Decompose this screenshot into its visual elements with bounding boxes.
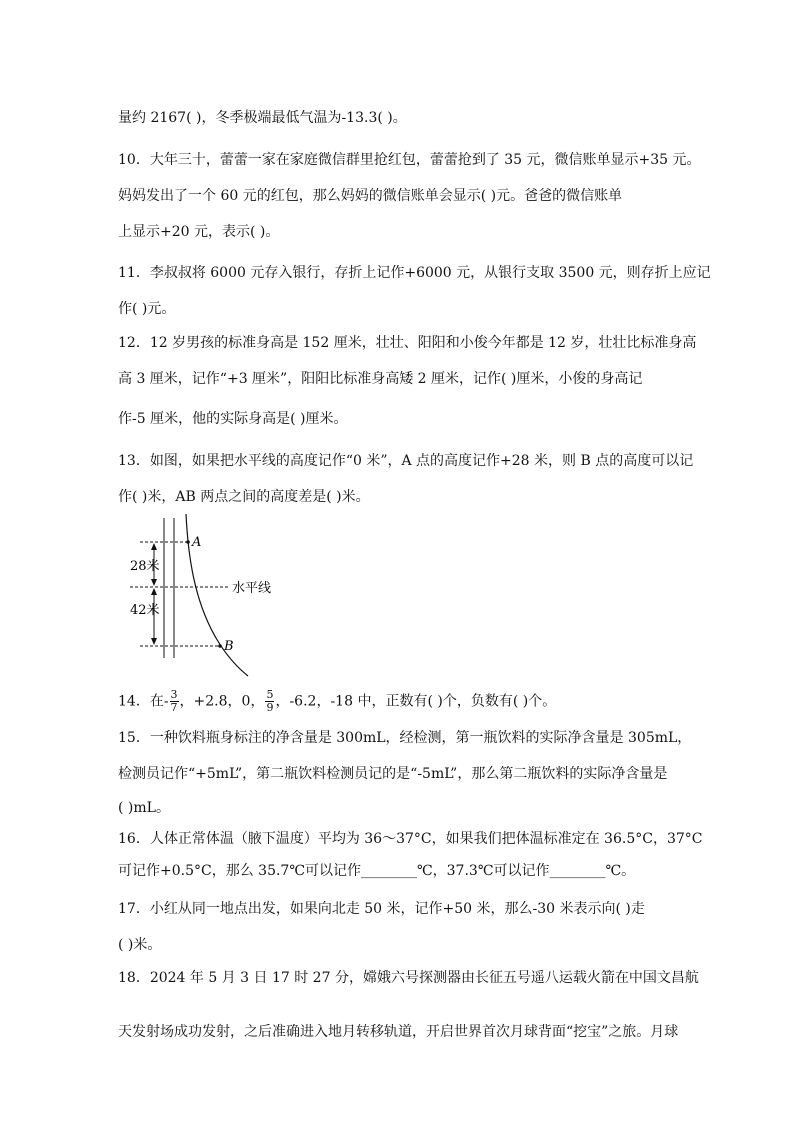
- label-28: 28米: [130, 559, 160, 574]
- text-line: 天发射场成功发射，之后准确进入地月转移轨道，开启世界首次月球背面“挖宝”之旅。月球: [118, 1024, 679, 1040]
- point-a-dot: [186, 540, 190, 544]
- q14-prefix: 14．在-: [118, 693, 169, 710]
- text-line: 作( )米，AB 两点之间的高度差是( )米。: [118, 489, 370, 505]
- fraction-denominator: 7: [170, 701, 178, 714]
- point-b-dot: [218, 644, 222, 648]
- question-12: 12．12 岁男孩的标准身高是 152 厘米，壮壮、阳阳和小俊今年都是 12 岁，壮壮比标准身高: [118, 335, 697, 351]
- q14-middle: ，+2.8，0，: [179, 693, 265, 710]
- question-18: 18．2024 年 5 月 3 日 17 时 27 分，嫦娥六号探测器由长征五号遥八运载火箭在中国文昌航: [118, 970, 699, 986]
- label-point-a: A: [192, 535, 202, 550]
- q14-suffix: ，-6.2，-18 中，正数有( )个，负数有( )个。: [275, 693, 557, 710]
- height-diagram: [130, 510, 310, 678]
- question-16: 16．人体正常体温（腋下温度）平均为 36～37°C，如果我们把体温标准定在 36.5°C，37°C: [118, 831, 703, 847]
- question-10: 10．大年三十，蕾蕾一家在家庭微信群里抢红包，蕾蕾抢到了 35 元，微信账单显示+35 元。: [118, 152, 701, 168]
- fraction-numerator: 5: [266, 688, 274, 701]
- arrow-28-top: [151, 543, 157, 550]
- text-line: 妈妈发出了一个 60 元的红包，那么妈妈的微信账单会显示( )元。爸爸的微信账单: [118, 188, 623, 204]
- arrow-42-top: [151, 588, 157, 595]
- fraction-5-9: [265, 689, 274, 714]
- arrow-42-bottom: [151, 638, 157, 645]
- text-line: 作( )元。: [118, 301, 176, 317]
- text-line: 上显示+20 元，表示( )。: [118, 224, 280, 240]
- fraction-3-7: [170, 689, 179, 714]
- label-horizon: 水平线: [232, 581, 272, 596]
- text-line: ( )mL。: [118, 800, 170, 816]
- question-11: 11．李叔叔将 6000 元存入银行，存折上记作+6000 元，从银行支取 3500 元，则存折上应记: [118, 265, 711, 281]
- label-42: 42米: [130, 603, 160, 618]
- question-17: 17．小红从同一地点出发，如果向北走 50 米，记作+50 米，那么-30 米表示向( )走: [118, 901, 645, 917]
- fraction-numerator: 3: [170, 688, 178, 701]
- text-line: 作-5 厘米，他的实际身高是( )厘米。: [118, 411, 348, 427]
- question-14: [118, 689, 556, 714]
- question-15: 15．一种饮料瓶身标注的净含量是 300mL，经检测，第一瓶饮料的实际净含量是 305mL，: [118, 730, 692, 746]
- text-line: 量约 2167( )，冬季极端最低气温为-13.3( )。: [118, 110, 407, 126]
- text-line: ( )米。: [118, 937, 162, 953]
- fraction-denominator: 9: [266, 701, 274, 714]
- arrow-28-bottom: [151, 579, 157, 586]
- text-line: 高 3 厘米，记作“+3 厘米”，阳阳比标准身高矮 2 厘米，记作( )厘米，小俊的身高记: [118, 371, 643, 387]
- text-line: 检测员记作“+5mL”，第二瓶饮料检测员记的是“-5mL”，那么第二瓶饮料的实际净含量是: [118, 766, 668, 782]
- label-point-b: B: [224, 639, 234, 654]
- question-13: 13．如图，如果把水平线的高度记作“0 米”，A 点的高度记作+28 米，则 B 点的高度可以记: [118, 453, 694, 469]
- text-line: 可记作+0.5°C，那么 35.7℃可以记作________℃，37.3℃可以记作________℃。: [118, 863, 636, 879]
